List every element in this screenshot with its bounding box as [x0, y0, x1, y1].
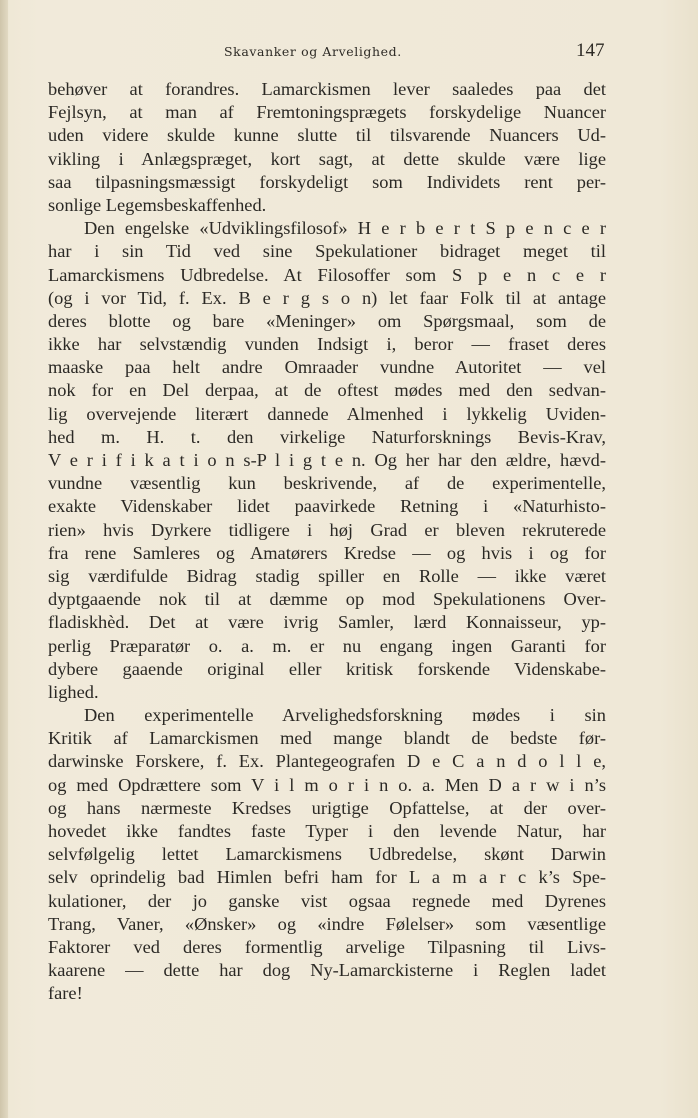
text-line: selvfølgelig lettet Lamarckismens Udbredelse, skønt Darwin — [48, 844, 606, 865]
text-line: perlig Præparatør o. a. m. er nu engang ingen Garanti for — [48, 635, 606, 656]
text-line: deres blotte og bare «Meninger» om Spørgsmaal, som de — [48, 310, 606, 331]
text-line: vikling i Anlægspræget, kort sagt, at dette skulde være lige — [48, 148, 606, 169]
text-line: nok for en Del derpaa, at de oftest mødes med den sedvan- — [48, 380, 606, 401]
text-line: behøver at forandres. Lamarckismen lever saaledes paa det — [48, 79, 606, 99]
text-line: lighed. — [48, 681, 99, 702]
text-line: exakte Videnskaber lidet paavirkede Retning i «Naturhisto- — [48, 496, 606, 517]
body-text — [48, 78, 606, 1006]
page-spine-shadow — [0, 0, 8, 1118]
text-line: Faktorer ved deres formentlig arvelige Tilpasning til Livs- — [48, 936, 606, 957]
text-line: rien» hvis Dyrkere tidligere i høj Grad er bleven rekruterede — [48, 519, 606, 540]
text-line: fladiskhèd. Det at være ivrig Samler, lærd Konnaisseur, yp- — [48, 612, 606, 633]
text-line: Fejlsyn, at man af Fremtoningsprægets forskydelige Nuancer — [48, 102, 606, 123]
text-line: vundne væsentlig kun beskrivende, af de experimentelle, — [48, 473, 606, 494]
text-line: kaarene — dette har dog Ny-Lamarckisterne i Reglen ladet — [48, 960, 606, 981]
text-line: Lamarckismens Udbredelse. At Filosoffer som S p e n c e r — [48, 264, 606, 285]
text-line: hovedet ikke fandtes faste Typer i den levende Natur, har — [48, 821, 606, 841]
running-title: Skavanker og Arvelighed. — [224, 44, 402, 59]
text-line: dybere gaaende original eller kritisk forskende Videnskabe- — [48, 658, 606, 679]
text-line: uden videre skulde kunne slutte til tilsvarende Nuancers Ud- — [48, 125, 606, 146]
text-line: maaske paa helt andre Omraader vundne Autoritet — vel — [48, 357, 606, 378]
text-line: (og i vor Tid, f. Ex. B e r g s o n) let faar Folk til at antage — [48, 287, 606, 308]
text-line: V e r i f i k a t i o n s-P l i g t e n. Og her har den ældre, hævd- — [48, 450, 606, 470]
page-header — [0, 38, 698, 68]
text-line: og hans nærmeste Kredses urigtige Opfattelse, at der over- — [48, 797, 606, 818]
text-line: fare! — [48, 983, 83, 1004]
text-line: selv oprindelig bad Himlen befri ham for L a m a r c k’s Spe- — [48, 867, 606, 888]
text-line: darwinske Forskere, f. Ex. Plantegeografen D e C a n d o l l e, — [48, 751, 606, 772]
text-line: har i sin Tid ved sine Spekulationer bidraget meget til — [48, 241, 606, 262]
text-line: sonlige Legemsbeskaffenhed. — [48, 194, 267, 215]
text-line: dyptgaaende nok til at dæmme op mod Spekulationens Over- — [48, 589, 606, 610]
text-line: Kritik af Lamarckismen med mange blandt de bedste før- — [48, 728, 606, 749]
text-line: ikke har selvstændig vunden Indsigt i, beror — fraset deres — [48, 334, 606, 355]
text-line: Trang, Vaner, «Ønsker» og «indre Følelser» som væsentlige — [48, 913, 606, 934]
text-line: sig værdifulde Bidrag stadig spiller en Rolle — ikke været — [48, 565, 606, 586]
text-line: Den experimentelle Arvelighedsforskning mødes i sin — [84, 705, 606, 726]
page-number: 147 — [576, 40, 605, 61]
text-line: saa tilpasningsmæssigt forskydeligt som Individets rent per- — [48, 171, 606, 192]
text-line: fra rene Samleres og Amatørers Kredse — og hvis i og for — [48, 542, 606, 563]
text-line: lig overvejende literært dannede Almenhed i lykkelig Uviden- — [48, 403, 606, 424]
text-line: kulationer, der jo ganske vist ogsaa regnede med Dyrenes — [48, 890, 606, 911]
text-line: og med Opdrættere som V i l m o r i n o. a. Men D a r w i n’s — [48, 774, 606, 795]
text-line: Den engelske «Udviklingsfilosof» H e r b e r t S p e n c e r — [84, 218, 606, 239]
text-line: hed m. H. t. den virkelige Naturforsknings Bevis-Krav, — [48, 426, 606, 447]
